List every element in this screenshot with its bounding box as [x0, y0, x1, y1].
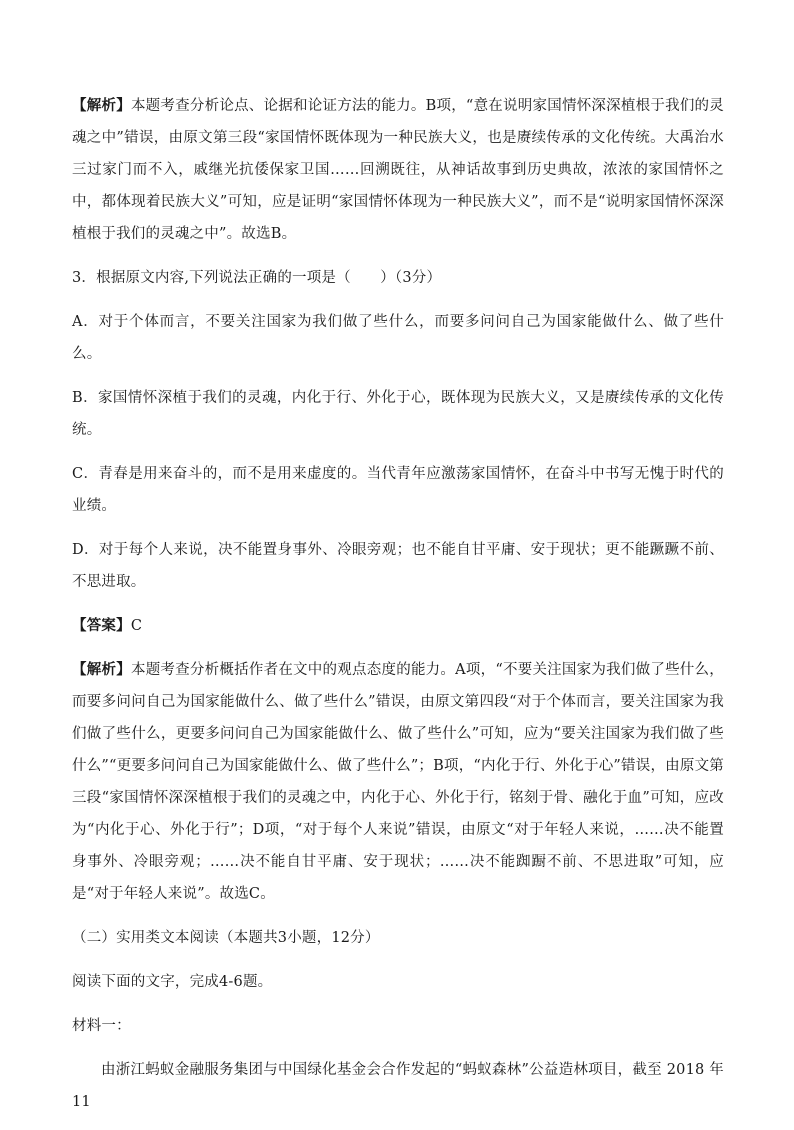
analysis-q3 — [72, 654, 724, 910]
document-page — [72, 90, 724, 1130]
option-a: A．对于个体而言，不要关注国家为我们做了些什么，而要多问问自己为国家能做什么、做了些什么。 — [72, 314, 724, 362]
analysis-tag: 【解析】 — [72, 661, 131, 678]
option-d: D．对于每个人来说，决不能置身事外、冷眼旁观；也不能自甘平庸、安于现状；更不能蹶蹶不前、不思进取。 — [72, 542, 724, 590]
option-b: B．家国情怀深植于我们的灵魂，内化于行、外化于心，既体现为民族大义，又是赓续传承的文化传统。 — [72, 390, 724, 438]
section-instruction: 阅读下面的文字，完成4-6题。 — [72, 974, 273, 990]
analysis-text: 本题考查分析论点、论据和论证方法的能力。B项，“意在说明家国情怀深深植根于我们的灵魂之中”错误，由原文第三段“家国情怀既体现为一种民族大义，也是赓续传承的文化传统。大禹治水三过家门而不入，戚继光抗倭保家卫国……回溯既往，从神话故事到历史典故，浓浓的家国情怀之中，都体现着民族大义”可知，应是证明“家国情怀体现为一种民族大义”，而不是“说明家国情怀深深植根于我们的灵魂之中”。故选B。 — [72, 98, 724, 242]
option-c: C．青春是用来奋斗的，而不是用来虚度的。当代青年应激荡家国情怀，在奋斗中书写无愧于时代的业绩。 — [72, 466, 724, 514]
answer-value: C — [130, 618, 143, 634]
analysis-text: 本题考查分析概括作者在文中的观点态度的能力。A项，“不要关注国家为我们做了些什么，而要多问问自己为国家能做什么、做了些什么”错误，由原文第四段“对于个体而言，要关注国家为我们做了些什么，更要多问问自己为国家能做什么、做了些什么”可知，应为“要关注国家为我们做了些什么”“更要多问问自己为国家能做什么、做了些什么”；B项，“内化于行、外化于心”错误，由原文第三段“家国情怀深深植根于我们的灵魂之中，内化于心、外化于行，铭刻于骨、融化于血”可知，应改为“内化于心、外化于行”；D项，“对于每个人来说”错误，由原文“对于年轻人来说，……决不能置身事外、冷眼旁观；……决不能自甘平庸、安于现状；……决不能踟蹰不前、不思进取”可知，应是“对于年轻人来说”。故选C。 — [72, 662, 724, 902]
section-heading: （二）实用类文本阅读（本题共3小题，12分） — [72, 930, 380, 946]
material-label: 材料一： — [72, 1018, 131, 1034]
analysis-tag: 【解析】 — [72, 97, 131, 114]
answer-q3 — [72, 610, 724, 642]
question-3-stem: 3．根据原文内容,下列说法正确的一项是（ ）（3分） — [72, 270, 442, 286]
analysis-q2 — [72, 90, 724, 250]
answer-tag: 【答案】 — [72, 617, 131, 634]
material-text: 由浙江蚂蚁金融服务集团与中国绿化基金会合作发起的“蚂蚁森林”公益造林项目，截至 2018 年 11 — [72, 1062, 724, 1110]
